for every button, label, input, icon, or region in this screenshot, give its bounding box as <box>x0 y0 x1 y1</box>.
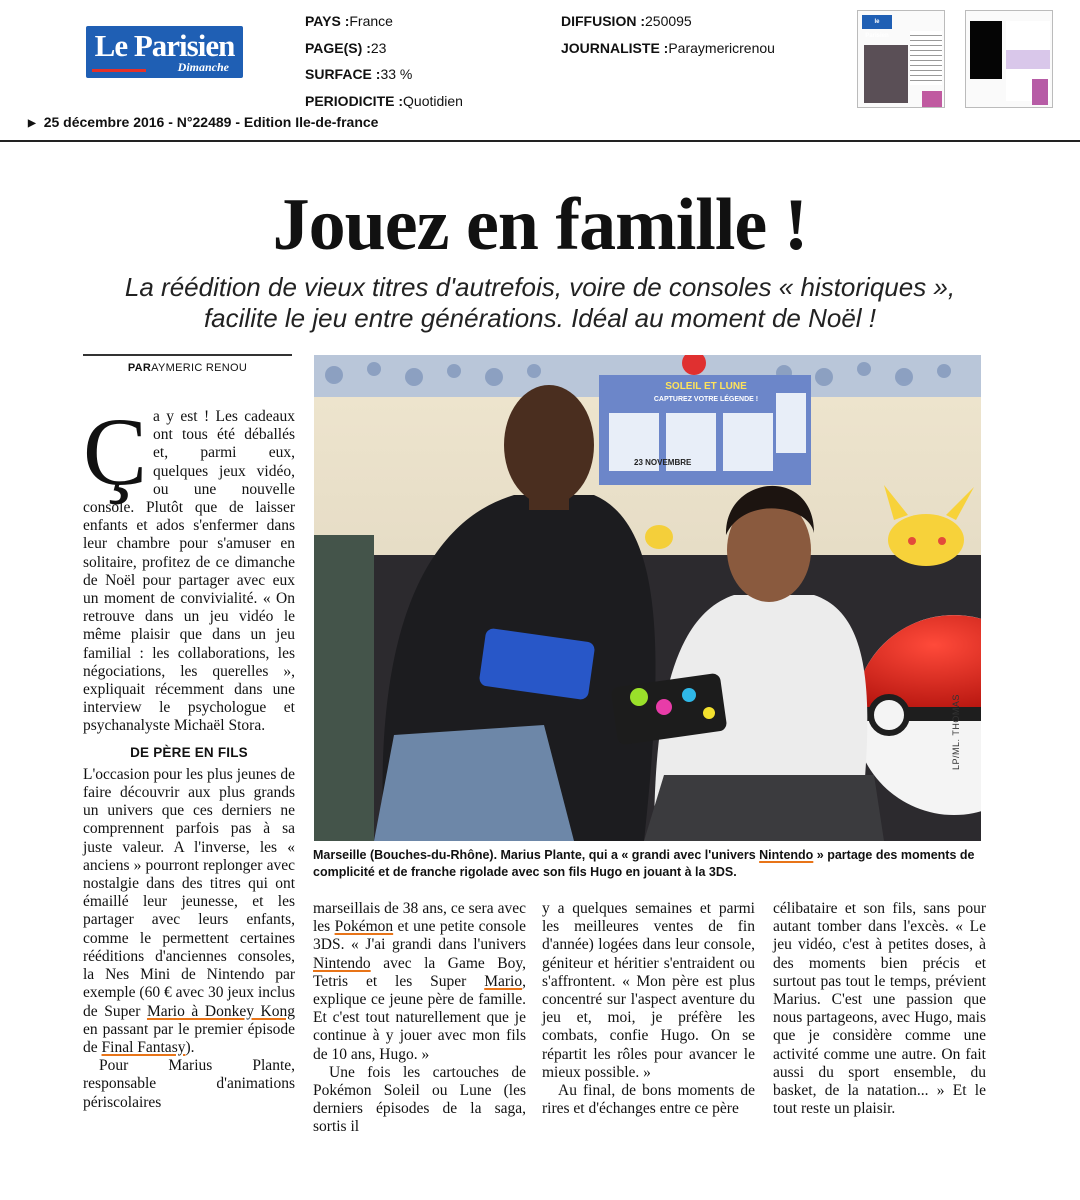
meta-label: SURFACE : <box>305 66 381 82</box>
article-title: Jouez en famille ! <box>272 184 808 266</box>
byline-name: AYMERIC RENOU <box>151 362 248 374</box>
highlighted-term: Nintendo <box>313 954 371 972</box>
meta-journaliste <box>561 38 775 58</box>
logo-red-bar <box>92 69 146 72</box>
le-parisien-logo <box>86 26 243 78</box>
column-1 <box>83 398 295 1112</box>
paragraph-3: Pour Marius Plante, responsable d'animations périscolaires <box>83 1057 295 1111</box>
meta-value: Quotidien <box>403 93 463 109</box>
meta-surface <box>305 64 412 84</box>
column-3 <box>542 900 755 1118</box>
text-run: marseillais de 38 ans, ce sera avec les <box>313 900 526 936</box>
photo-illustration <box>314 355 981 841</box>
photo-caption <box>313 847 993 881</box>
poster-title: SOLEIL ET LUNE <box>665 381 747 392</box>
caption-text: » partage des moments de complicité et de franche rigolade avec son fils Hugo en jouant à la 3DS. <box>313 848 975 879</box>
section-subhead: DE PÈRE EN FILS <box>130 744 248 760</box>
triangle-bullet-icon: ▶ <box>28 118 36 129</box>
thumbnail-pink-block <box>1032 79 1048 105</box>
meta-label: DIFFUSION : <box>561 13 645 29</box>
paragraph: Une fois les cartouches de Pokémon Soleil ou Lune (les derniers épisodes de la saga, sortis il <box>313 1063 526 1136</box>
subtitle-line-1: La réédition de vieux titres d'autrefois, voire de consoles « historiques », <box>124 272 956 302</box>
caption-text: Marseille (Bouches-du-Rhône). Marius Plante, qui a « grandi avec l'univers <box>313 848 760 862</box>
meta-pays <box>305 11 393 31</box>
paragraph <box>313 900 526 1064</box>
dateline-text: 25 décembre 2016 - N°22489 - Edition Ile-de-france <box>43 114 379 130</box>
column-4 <box>773 900 986 1118</box>
article-page-thumbnail[interactable] <box>965 10 1053 108</box>
highlighted-term: Final Fantasy <box>101 1038 186 1056</box>
intro-text: a y est ! Les cadeaux ont tous été déballés et, parmi eux, quelques jeux vidéo, ou une nouvelle console. Plutôt que de laisser enfants et ados s'enfermer dans leur chambre pour s'amuser en solitaire, profitez de ce dimanche de Noël pour partager avec eux un moment de convivialité. « On retrouve dans un jeu vidéo le même plaisir que dans un jeu familial : les collaborations, les négociations, les querelles », expliquait récemment dans une interview le psychologue et psychanalyste Michaël Stora. <box>83 408 295 735</box>
thumbnail-redacted-block <box>970 21 1002 79</box>
meta-value: France <box>349 13 393 29</box>
thumbnail-photo <box>864 45 908 103</box>
subtitle-line-2: facilite le jeu entre générations. Idéal au moment de Noël ! <box>203 303 877 333</box>
text-run: L'occasion pour les plus jeunes de faire découvrir aux plus grands un univers que ces derniers ne comprennent parfois pas à sa juste valeur. A l'inverse, les « anciens » pourront replonger avec nostalgie dans des titres qui ont émaillé leur jeunesse, et les partager avec leurs enfants, comme le permettent certaines rééditions d'anciennes consoles, la Nes Mini de Nintendo par exemple (60 € avec 30 jeux inclus de Super <box>83 765 295 1020</box>
paragraph: Au final, de bons moments de rires et d'échanges entre ce père <box>542 1082 755 1118</box>
meta-value: 250095 <box>645 13 692 29</box>
paragraph: célibataire et son fils, sans pour autant tomber dans l'excès. « Le jeu vidéo, c'est à petites doses, à des moments bien précis et surtout pas tout le temps, prévient Marius. C'est une passion que nous partageons, avec Hugo, mais que je considère comme une activité comme une autre. On fait aussi du sport ensemble, du basket, de la natation... » Et le tout reste un plaisir. <box>773 900 986 1118</box>
meta-pages <box>305 38 386 58</box>
text-run: , explique ce jeune père de famille. Et c'est tout naturellement que je continue à y jouer avec mon fils de 10 ans, Hugo. » <box>313 972 526 1063</box>
poster-date: 23 NOVEMBRE <box>634 458 692 467</box>
thumbnail-pink-block <box>922 91 942 107</box>
highlighted-term: Pokémon <box>334 918 394 936</box>
drop-cap: Ç <box>83 398 148 505</box>
column-2 <box>313 900 526 1137</box>
text-run: avec la Game Boy, Tetris et les Super <box>313 954 526 990</box>
pikachu-plush <box>888 514 964 566</box>
paragraph: y a quelques semaines et parmi les meilleures ventes de fin d'année) logées dans leur console, géniteur et héritier s'entraident ou s'affrontent. « Mon père est plus concentré sur l'aspect aventure du jeu et, moi, je préfère les combats, confie Hugo. On se répartit les rôles pour avancer le mieux possible. » <box>542 900 755 1081</box>
meta-diffusion <box>561 11 692 31</box>
paragraph-2 <box>83 766 295 1057</box>
byline-par: PAR <box>127 362 152 374</box>
article-photo <box>314 355 981 841</box>
front-page-thumbnail[interactable] <box>857 10 945 108</box>
highlighted-term: Nintendo <box>759 848 814 862</box>
dateline <box>28 114 378 130</box>
poster-tagline: CAPTUREZ VOTRE LÉGENDE ! <box>653 396 759 403</box>
meta-value: 23 <box>370 40 387 56</box>
text-run: ). <box>185 1038 195 1056</box>
meta-label: PERIODICITE : <box>305 93 404 109</box>
highlighted-term: Mario à Donkey Kong <box>146 1002 295 1020</box>
thumbnail-logo: le Parisien <box>862 15 892 29</box>
article-subtitle <box>60 272 1020 334</box>
logo-subtitle: Dimanche <box>177 60 229 74</box>
meta-value: Paraymericrenou <box>668 40 775 56</box>
thumbnail-text-lines <box>910 31 942 85</box>
logo-title: Le Parisien <box>94 28 235 63</box>
text-run: en passant par le premier épisode de <box>83 1020 295 1056</box>
intro-paragraph <box>83 398 295 736</box>
text-run: et une petite console 3DS. « J'ai grandi dans l'univers <box>313 918 526 954</box>
meta-label: PAGE(S) : <box>305 40 371 56</box>
byline <box>83 354 292 374</box>
meta-label: JOURNALISTE : <box>561 40 669 56</box>
highlighted-term: Mario <box>484 972 523 990</box>
meta-periodicite <box>305 91 463 111</box>
header-rule <box>0 140 1080 142</box>
photo-credit: LP/ML. THOMAS <box>951 694 961 770</box>
meta-label: PAYS : <box>305 13 350 29</box>
meta-value: 33 % <box>380 66 413 82</box>
